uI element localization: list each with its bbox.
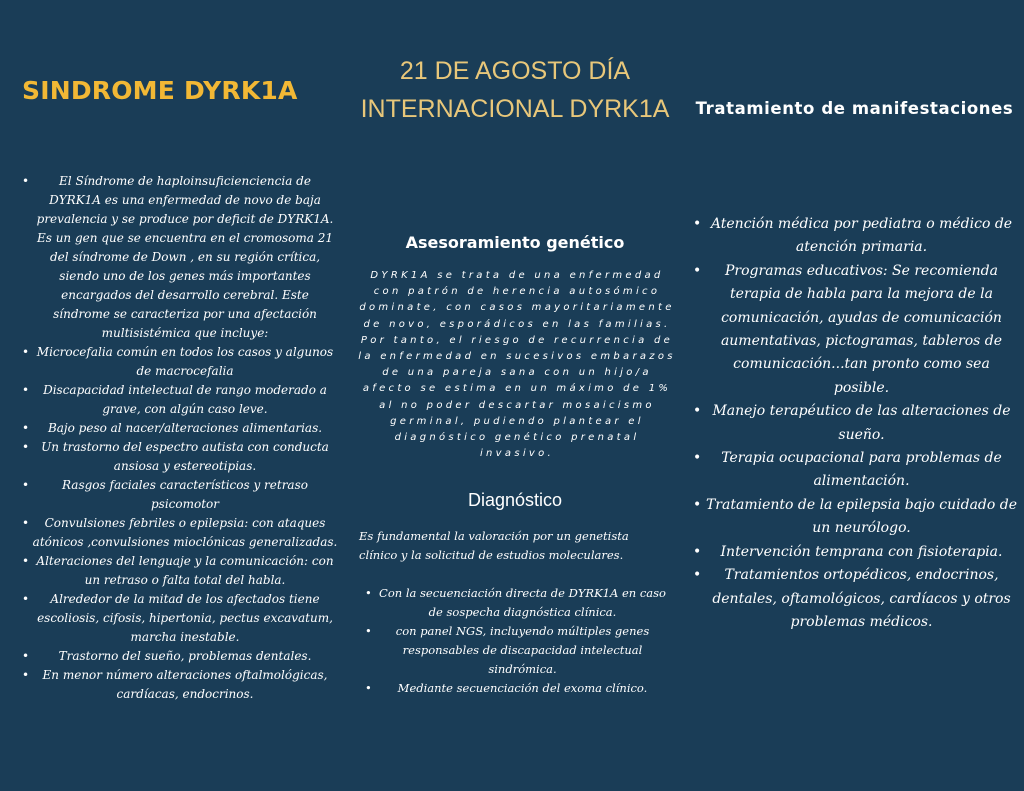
bullet-icon: • [693, 450, 702, 467]
bullet-icon: • [22, 478, 30, 492]
bullet-icon: • [22, 668, 30, 682]
bullet-icon: • [22, 421, 30, 435]
symptoms-list [20, 172, 338, 704]
list-item: • Tratamientos ortopédicos, endocrinos, dentales, oftamológicos, cardíacos y otros problemas médicos. [690, 564, 1019, 634]
bullet-icon: • [22, 174, 30, 188]
bullet-icon: • [693, 216, 702, 232]
syndrome-title: SINDROME DYRK1A [22, 76, 298, 105]
bullet-icon: • [22, 516, 30, 530]
diagnosis-intro: Es fundamental la valoración por un genetista clínico y la solicitud de estudios moleculares. [359, 529, 629, 562]
list-item: • Microcefalia común en todos los casos y algunos de macrocefalia [22, 345, 334, 378]
bullet-icon: • [693, 567, 702, 584]
bullet-icon: • [22, 345, 30, 359]
list-item: • El Síndrome de haploinsuficienciencia de DYRK1A es una enfermedad de novo de baja prevalencia y se produce por deficit de DYRK1A. Es un gen que se encuentra en el cromosoma 21 del síndrome de Down , en su región crítica, siendo uno de los genes más importantes encargados del desarrollo cerebral. Este síndrome se caracteriza por una afectación multisistémica que incluye: [22, 174, 334, 340]
diagnosis-list [363, 584, 668, 698]
list-item: • Convulsiones febriles o epilepsia: con ataques atónicos ,convulsiones mioclónicas generalizadas. [22, 516, 338, 549]
list-item: • Trastorno del sueño, problemas dentales. [20, 647, 338, 666]
list-item: • Mediante secuenciación del exoma clínico. [363, 679, 668, 698]
list-item: • Bajo peso al nacer/alteraciones alimentarias. [20, 419, 338, 438]
list-item: • Terapia ocupacional para problemas de alimentación. [690, 447, 1019, 494]
treatment-heading: Tratamiento de manifestaciones [695, 99, 1014, 118]
list-item: • Rasgos faciales característicos y retraso psicomotor [22, 478, 308, 511]
list-item: • Discapacidad intelectual de rango moderado a grave, con algún caso leve. [22, 383, 327, 416]
bullet-icon: • [22, 592, 30, 606]
genetic-counseling-heading: Asesoramiento genético [405, 233, 625, 252]
bullet-icon: • [365, 624, 372, 638]
bullet-icon: • [693, 262, 702, 279]
bullet-icon: • [22, 554, 30, 568]
bullet-icon: • [693, 496, 702, 513]
list-item: • Alteraciones del lenguaje y la comunicación: con un retraso o falta total del habla. [22, 554, 334, 587]
diagnosis-heading: Diagnóstico [467, 490, 563, 510]
bullet-icon: • [22, 440, 30, 454]
list-item: • Con la secuenciación directa de DYRK1A en caso de sospecha diagnóstica clínica. [365, 586, 666, 619]
list-item: • con panel NGS, incluyendo múltiples genes responsables de discapacidad intelectual sindrómica. [365, 624, 650, 676]
event-title: 21 DE AGOSTO DÍA INTERNACIONAL DYRK1A [360, 57, 670, 123]
list-item: • Un trastorno del espectro autista con conducta ansiosa y estereotipias. [22, 440, 329, 473]
bullet-icon: • [365, 586, 372, 600]
list-item: • Manejo terapéutico de las alteraciones de sueño. [690, 400, 1019, 447]
list-item: • Tratamiento de la epilepsia bajo cuidado de un neurólogo. [690, 494, 1019, 541]
list-item: • En menor número alteraciones oftalmológicas, cardíacas, endocrinos. [22, 668, 328, 701]
bullet-icon: • [693, 403, 702, 420]
bullet-icon: • [365, 681, 372, 695]
bullet-icon: • [22, 383, 30, 397]
bullet-icon: • [693, 543, 702, 560]
treatment-list [690, 213, 1019, 634]
list-item: • Alrededor de la mitad de los afectados tiene escoliosis, cifosis, hipertonia, pectus excavatum, marcha inestable. [22, 592, 333, 644]
genetic-counseling-text: DYRK1A se trata de una enfermedad con patrón de herencia autosómico dominate, con casos mayoritariamente de novo, esporádicos en las familias. Por tanto, el riesgo de recurrencia de la enfermedad en sucesivos embarazos de una pareja sana con un hijo/a afecto se estima en un máximo de 1% al no poder descartar mosaicismo germinal, pudiendo plantear el diagnóstico genético prenatal invasivo. [358, 270, 676, 460]
bullet-icon: • [22, 649, 30, 663]
list-item: • Programas educativos: Se recomienda terapia de habla para la mejora de la comunicación, ayudas de comunicación aumentativas, pictogramas, tableros de comunicación...tan pronto como sea posible. [690, 260, 1019, 400]
list-item: • Intervención temprana con fisioterapia. [690, 541, 1019, 564]
list-item: • Atención médica por pediatra o médico de atención primaria. [690, 213, 1019, 260]
